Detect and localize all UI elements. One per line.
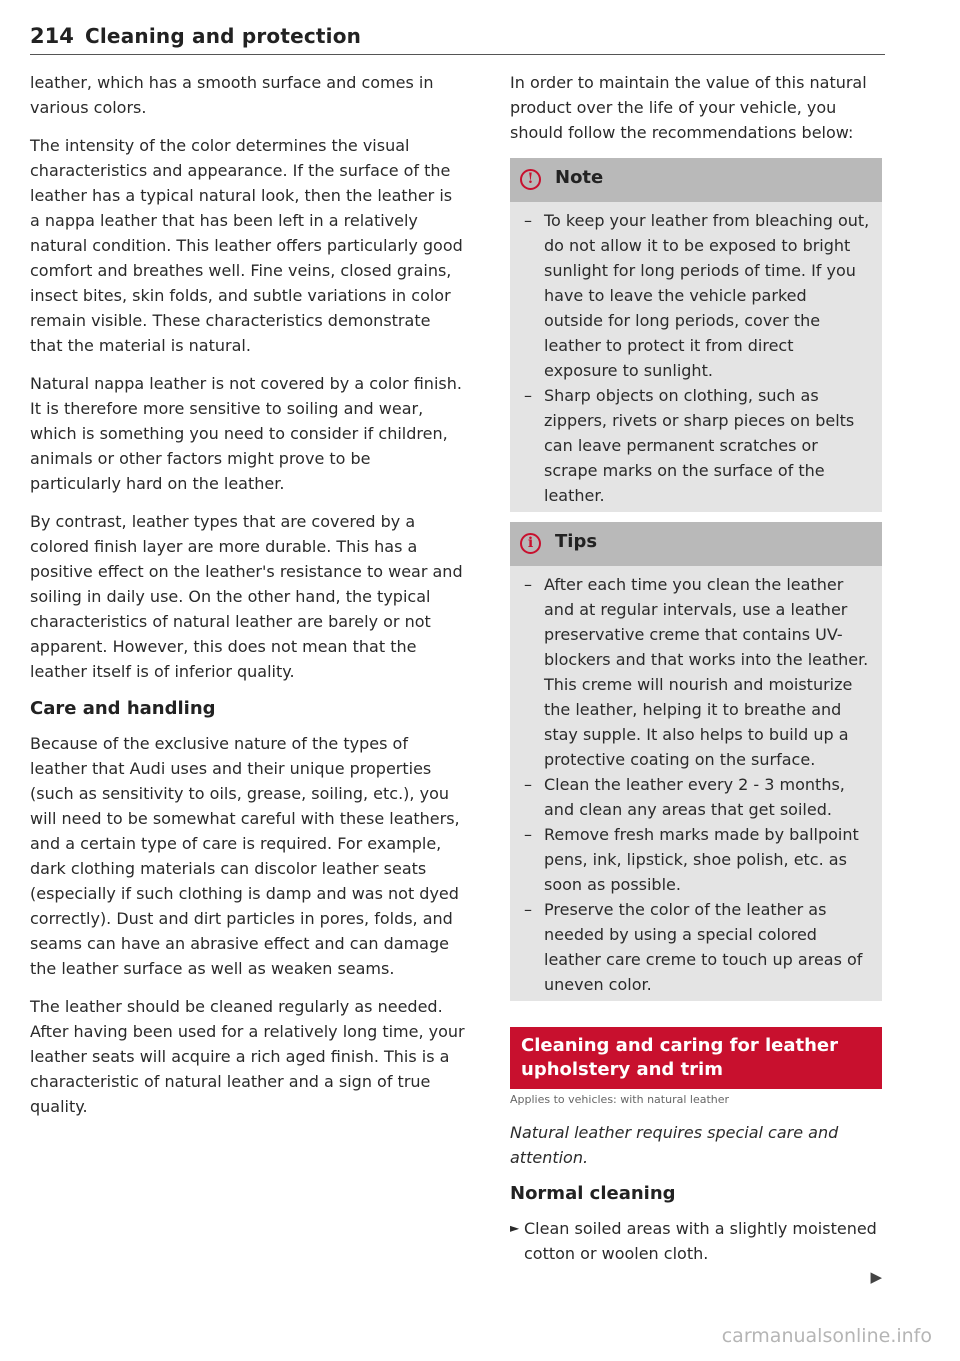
watermark: carmanualsonline.info bbox=[721, 1325, 932, 1347]
intro-paragraph: In order to maintain the value of this natural product over the life of your vehicle, you should follow the recommendations below: bbox=[510, 73, 867, 142]
paragraph: Because of the exclusive nature of the types of leather that Audi uses and their unique properties (such as sensitivity to oils, grease, soiling, etc.), you will need to be somewhat careful with these leathers, and a certain type of care is required. For example, dark clothing materials can discolor leather seats (especially if such clothing is damp and was not dyed correctly). Dust and dirt particles in pores, folds, and seams can have an abrasive effect and can damage the leather surface as well as weaken seams. bbox=[30, 734, 460, 978]
list-item: – Clean the leather every 2 - 3 months, and clean any areas that get soiled. bbox=[522, 772, 870, 822]
normal-cleaning-heading: Normal cleaning bbox=[510, 1183, 676, 1204]
paragraph: Natural nappa leather is not covered by a color finish. It is therefore more sensitive to soiling and wear, which is something you need to consider if children, animals or other factors might prove to be particularly hard on the leather. bbox=[30, 374, 462, 493]
paragraph: The intensity of the color determines the visual characteristics and appearance. If the surface of the leather has a typical natural look, then the leather is a nappa leather that has been left in a relatively natural condition. This leather offers particularly good comfort and breathes well. Fine veins, closed grains, insect bites, skin folds, and subtle variations in color remain visible. These characteristics demonstrate that the material is natural. bbox=[30, 136, 463, 355]
instruction-step bbox=[510, 1216, 882, 1266]
step-arrow-icon: ► bbox=[510, 1221, 520, 1235]
list-item: – Preserve the color of the leather as needed by using a special colored leather care creme to touch up areas of uneven color. bbox=[522, 897, 870, 997]
note-label: Note bbox=[555, 167, 604, 188]
list-item: – Sharp objects on clothing, such as zippers, rivets or sharp pieces on belts can leave permanent scratches or scrape marks on the surface of the leather. bbox=[522, 383, 870, 508]
paragraph: By contrast, leather types that are covered by a colored finish layer are more durable. This has a positive effect on the leather's resistance to wear and soiling in daily use. On the other hand, the typical characteristics of natural leather are barely or not apparent. However, this does not mean that the leather itself is of inferior quality. bbox=[30, 512, 463, 681]
right-column bbox=[510, 70, 882, 1288]
list-item: – Remove fresh marks made by ballpoint pens, ink, lipstick, shoe polish, etc. as soon as possible. bbox=[522, 822, 870, 897]
continue-arrow-icon: ▶ bbox=[870, 1268, 882, 1286]
tips-box-body bbox=[510, 566, 882, 1001]
page-header bbox=[30, 22, 885, 55]
list-item: – After each time you clean the leather and at regular intervals, use a leather preservative creme that contains UV-blockers and that works into the leather. This creme will nourish and moisturize the leather, helping it to breathe and stay supple. It also helps to build up a protective coating on the surface. bbox=[522, 572, 870, 772]
paragraph: leather, which has a smooth surface and comes in various colors. bbox=[30, 73, 434, 117]
page-number: 214 bbox=[30, 24, 74, 48]
continue-row bbox=[510, 1266, 882, 1288]
applies-to-note: Applies to vehicles: with natural leather bbox=[510, 1093, 730, 1106]
note-box-body bbox=[510, 202, 882, 512]
italic-intro: Natural leather requires special care and attention. bbox=[510, 1123, 839, 1167]
info-circle-icon: i bbox=[520, 533, 541, 554]
care-handling-heading: Care and handling bbox=[30, 698, 216, 719]
tips-label: Tips bbox=[555, 531, 598, 552]
tips-box-header bbox=[510, 522, 882, 566]
section-title: Cleaning and protection bbox=[85, 24, 362, 48]
list-item: – To keep your leather from bleaching out, do not allow it to be exposed to bright sunlight for long periods of time. If you have to leave the vehicle parked outside for long periods, cover the leather to protect it from direct exposure to sunlight. bbox=[522, 208, 870, 383]
exclamation-circle-icon: ! bbox=[520, 169, 541, 190]
paragraph: The leather should be cleaned regularly as needed. After having been used for a relatively long time, your leather seats will acquire a rich aged finish. This is a characteristic of natural leather and a sign of true quality. bbox=[30, 997, 465, 1116]
note-box-header bbox=[510, 158, 882, 202]
section-banner: Cleaning and caring for leather upholstery and trim bbox=[510, 1027, 882, 1089]
step-text: Clean soiled areas with a slightly moistened cotton or woolen cloth. bbox=[524, 1219, 877, 1263]
left-column bbox=[30, 70, 466, 1132]
